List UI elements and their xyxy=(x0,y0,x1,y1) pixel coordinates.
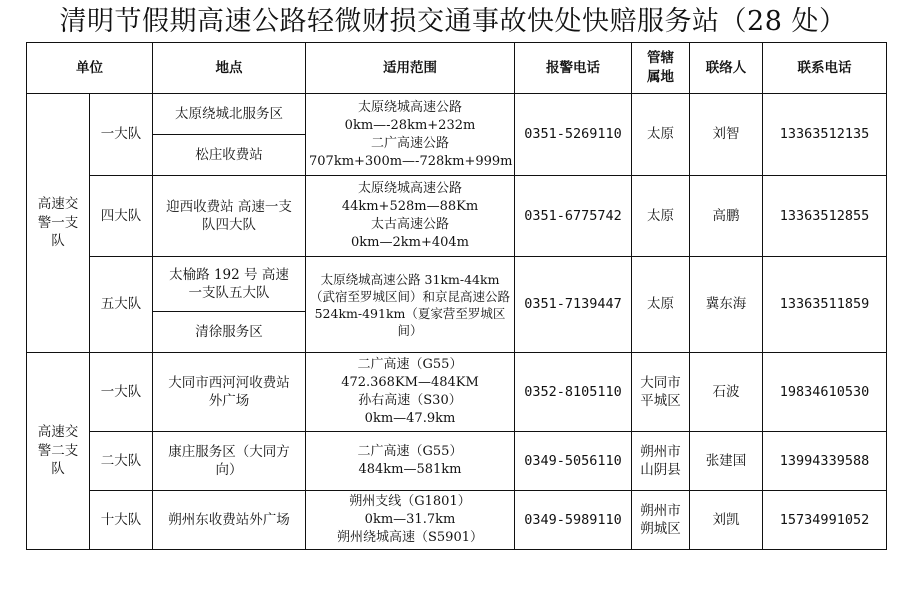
contact-phone-cell: 13363511859 xyxy=(763,257,887,353)
scope-cell xyxy=(306,491,515,550)
location-cell: 康庄服务区（大同方向） xyxy=(153,432,306,491)
scope-line: 二广高速（G55） xyxy=(357,357,463,372)
scope-line: 太原绕城高速公路 xyxy=(357,181,462,196)
header-contact: 联络人 xyxy=(690,43,763,94)
header-location: 地点 xyxy=(153,43,306,94)
alarm-phone-cell: 0349-5989110 xyxy=(515,491,632,550)
squad-name: 二大队 xyxy=(90,432,153,491)
location-cell: 迎西收费站 高速一支队四大队 xyxy=(153,176,306,257)
jurisdiction-cell: 朔州市朔城区 xyxy=(632,491,690,550)
table-row xyxy=(27,491,887,550)
location-cell: 清徐服务区 xyxy=(153,312,306,353)
header-jurisdiction: 管辖属地 xyxy=(632,43,690,94)
service-station-table xyxy=(26,42,887,550)
alarm-phone-cell: 0352-8105110 xyxy=(515,353,632,432)
scope-line: 44km+528m—88Km xyxy=(341,199,479,214)
jurisdiction-cell: 太原 xyxy=(632,257,690,353)
squad-name: 四大队 xyxy=(90,176,153,257)
scope-cell xyxy=(306,176,515,257)
table-row xyxy=(27,94,887,135)
scope-cell xyxy=(306,257,515,353)
alarm-phone-cell: 0351-7139447 xyxy=(515,257,632,353)
table-row xyxy=(27,353,887,432)
scope-line: 0km—-28km+232m xyxy=(344,117,476,133)
jurisdiction-cell: 大同市平城区 xyxy=(632,353,690,432)
contact-phone-cell: 19834610530 xyxy=(763,353,887,432)
contact-cell: 冀东海 xyxy=(690,257,763,353)
header-scope: 适用范围 xyxy=(306,43,515,94)
scope-line: 朔州绕城高速（S5901） xyxy=(337,530,483,545)
scope-line: 0km—31.7km xyxy=(364,512,456,527)
scope-line: 太原绕城高速公路 31km-44km（武宿至罗城区间）和京昆高速公路 524km-491km（夏家营至罗城区间） xyxy=(310,271,511,338)
location-cell: 太原绕城北服务区 xyxy=(153,94,306,135)
header-row xyxy=(27,43,887,94)
location-cell: 松庄收费站 xyxy=(153,135,306,176)
location-cell: 朔州东收费站外广场 xyxy=(153,491,306,550)
scope-line: 二广高速公路 xyxy=(370,135,449,151)
scope-line: 孙右高速（S30） xyxy=(358,393,462,408)
scope-cell xyxy=(306,432,515,491)
squad-name: 十大队 xyxy=(90,491,153,550)
header-contact-phone: 联系电话 xyxy=(763,43,887,94)
scope-line: 二广高速（G55） xyxy=(357,444,463,459)
scope-line: 472.368KM—484KM xyxy=(341,375,479,390)
jurisdiction-cell: 朔州市山阴县 xyxy=(632,432,690,491)
table-row xyxy=(27,432,887,491)
contact-phone-cell: 13994339588 xyxy=(763,432,887,491)
scope-line: 0km—2km+404m xyxy=(351,235,469,250)
scope-line: 0km—47.9km xyxy=(364,411,456,426)
alarm-phone-cell: 0351-6775742 xyxy=(515,176,632,257)
alarm-phone-cell: 0351-5269110 xyxy=(515,94,632,176)
location-cell: 太榆路 192 号 高速一支队五大队 xyxy=(153,257,306,312)
contact-cell: 石波 xyxy=(690,353,763,432)
scope-line: 707km+300m—-728km+999m xyxy=(309,153,513,169)
group-name: 高速交警一支队 xyxy=(27,94,90,353)
scope-line: 太古高速公路 xyxy=(370,217,449,232)
scope-line: 484km—581km xyxy=(358,462,462,477)
jurisdiction-cell: 太原 xyxy=(632,94,690,176)
contact-phone-cell: 13363512135 xyxy=(763,94,887,176)
jurisdiction-cell: 太原 xyxy=(632,176,690,257)
squad-name: 一大队 xyxy=(90,353,153,432)
squad-name: 五大队 xyxy=(90,257,153,353)
table-row xyxy=(27,257,887,312)
contact-cell: 高鹏 xyxy=(690,176,763,257)
squad-name: 一大队 xyxy=(90,94,153,176)
location-cell: 大同市西河河收费站外广场 xyxy=(153,353,306,432)
table-row xyxy=(27,176,887,257)
contact-cell: 张建国 xyxy=(690,432,763,491)
page-title: 清明节假期高速公路轻微财损交通事故快处快赔服务站（28 处） xyxy=(59,6,847,37)
scope-line: 太原绕城高速公路 xyxy=(357,99,462,115)
scope-cell xyxy=(306,353,515,432)
header-alarm-phone: 报警电话 xyxy=(515,43,632,94)
contact-cell: 刘凯 xyxy=(690,491,763,550)
group-name: 高速交警二支队 xyxy=(27,353,90,550)
scope-cell xyxy=(306,94,515,176)
scope-line: 朔州支线（G1801） xyxy=(349,494,471,509)
contact-cell: 刘智 xyxy=(690,94,763,176)
contact-phone-cell: 15734991052 xyxy=(763,491,887,550)
contact-phone-cell: 13363512855 xyxy=(763,176,887,257)
alarm-phone-cell: 0349-5056110 xyxy=(515,432,632,491)
header-unit: 单位 xyxy=(27,43,153,94)
